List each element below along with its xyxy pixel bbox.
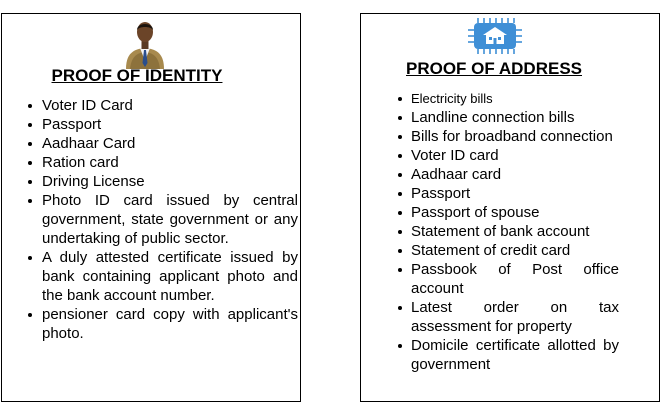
- list-item: Aadhaar Card: [42, 134, 298, 153]
- list-item: Aadhaar card: [411, 165, 619, 184]
- list-item: Passbook of Post office account: [411, 261, 619, 297]
- proof-of-identity-title: PROOF OF IDENTITY: [51, 66, 223, 85]
- list-item: Landline connection bills: [411, 108, 619, 127]
- identity-document-list: [42, 96, 298, 343]
- list-item: pensioner card copy with applicant's photo.: [42, 306, 298, 342]
- proof-of-identity-panel: [1, 13, 301, 402]
- list-item: Statement of bank account: [411, 222, 619, 241]
- proof-of-address-panel: [360, 13, 660, 402]
- list-item: Voter ID Card: [42, 96, 298, 115]
- list-item: Passport: [411, 184, 619, 203]
- address-document-list: [411, 89, 619, 374]
- list-item: Ration card: [42, 153, 298, 172]
- list-item: Latest order on tax assessment for property: [411, 299, 619, 335]
- list-item: Driving License: [42, 172, 298, 191]
- list-item: Passport of spouse: [411, 203, 619, 222]
- list-item: Bills for broadband connection: [411, 127, 619, 146]
- list-item: Passport: [42, 115, 298, 134]
- proof-of-address-title: PROOF OF ADDRESS: [406, 59, 582, 78]
- list-item: Electricity bills: [411, 89, 619, 108]
- businessman-icon: [124, 19, 166, 69]
- list-item: Domicile certificate allotted by government: [411, 337, 619, 373]
- list-item: A duly attested certificate issued by bank containing applicant photo and the bank account number.: [42, 249, 298, 304]
- list-item: Photo ID card issued by central government, state government or any undertaking of public sector.: [42, 192, 298, 247]
- list-item: Statement of credit card: [411, 241, 619, 260]
- house-circuit-icon: [468, 18, 522, 54]
- list-item: Voter ID card: [411, 146, 619, 165]
